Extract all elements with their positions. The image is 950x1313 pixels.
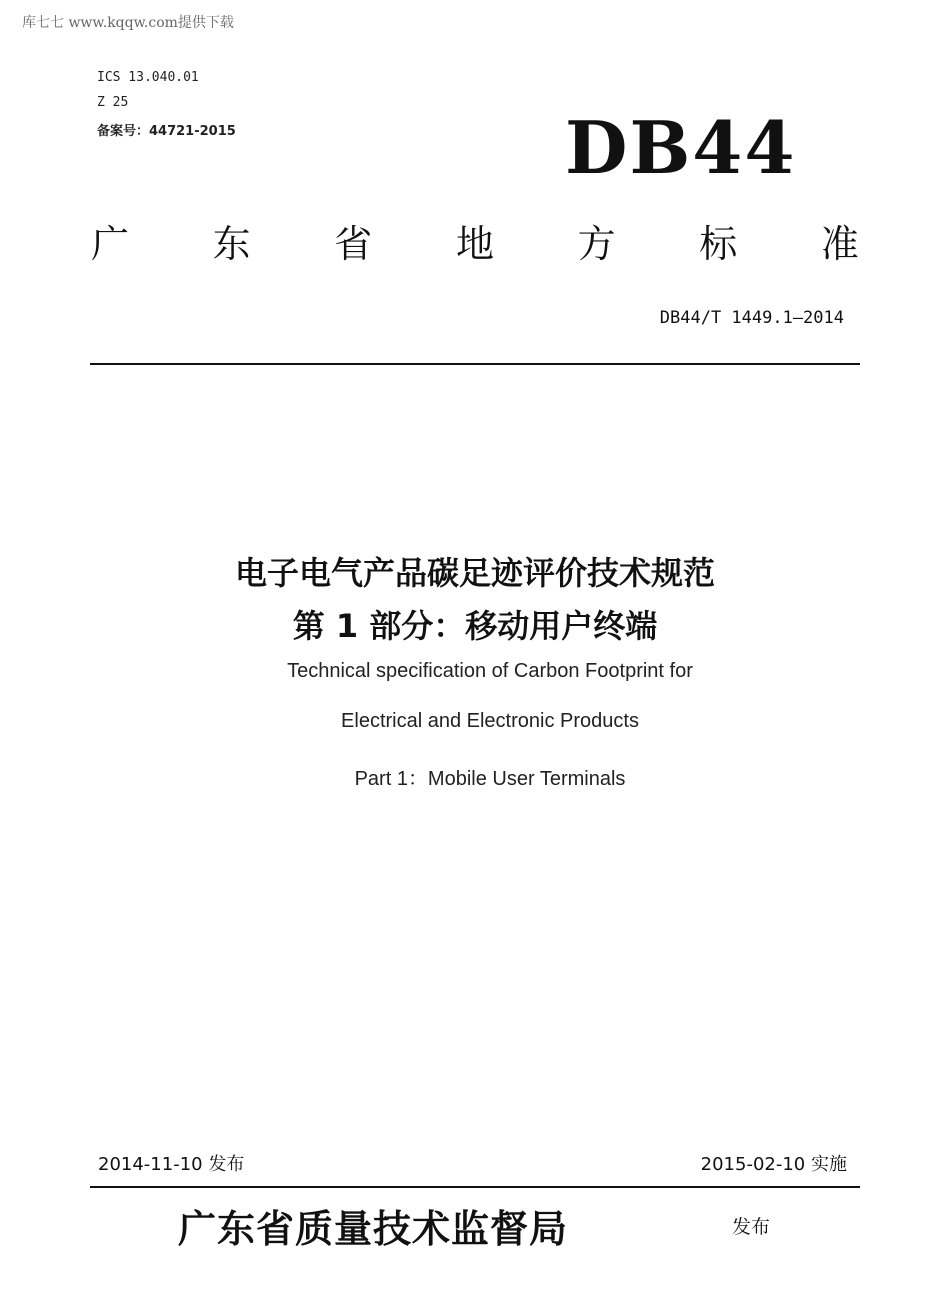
standard-type-char: 地: [455, 222, 494, 266]
issue-label: 发布: [732, 1216, 771, 1238]
title-cn-line2: 第 1 部分：移动用户终端: [292, 607, 658, 645]
title-cn-line1: 电子电气产品碳足迹评价技术规范: [234, 554, 715, 592]
release-date: 2014-11-10 发布: [98, 1154, 245, 1175]
ccs-code: Z 25: [97, 95, 129, 110]
standard-type-char: 广: [90, 222, 129, 266]
ics-code: ICS 13.040.01: [97, 70, 199, 85]
standard-type-char: 标: [699, 222, 738, 266]
title-en-line2: Electrical and Electronic Products: [341, 710, 639, 732]
issuing-authority: 广东省质量技术监督局: [178, 1206, 569, 1251]
implementation-date: 2015-02-10 实施: [700, 1154, 847, 1175]
title-en-line1: Technical specification of Carbon Footprint for: [287, 660, 693, 682]
top-divider: [90, 363, 860, 365]
record-number: 备案号：44721-2015: [97, 124, 236, 139]
standard-type-char: 准: [820, 222, 859, 266]
title-en-line3: Part 1：Mobile User Terminals: [354, 768, 626, 790]
watermark-text: 库七七 www.kqqw.com提供下载: [22, 15, 234, 31]
standard-type-char: 方: [577, 222, 616, 266]
standard-number: DB44/T 1449.1—2014: [659, 308, 844, 328]
standard-type-char: 省: [334, 222, 373, 266]
db44-logo: DB44: [565, 105, 797, 190]
bottom-divider: [90, 1186, 860, 1188]
standard-type-heading: [90, 213, 860, 268]
standard-type-char: 东: [212, 222, 251, 266]
